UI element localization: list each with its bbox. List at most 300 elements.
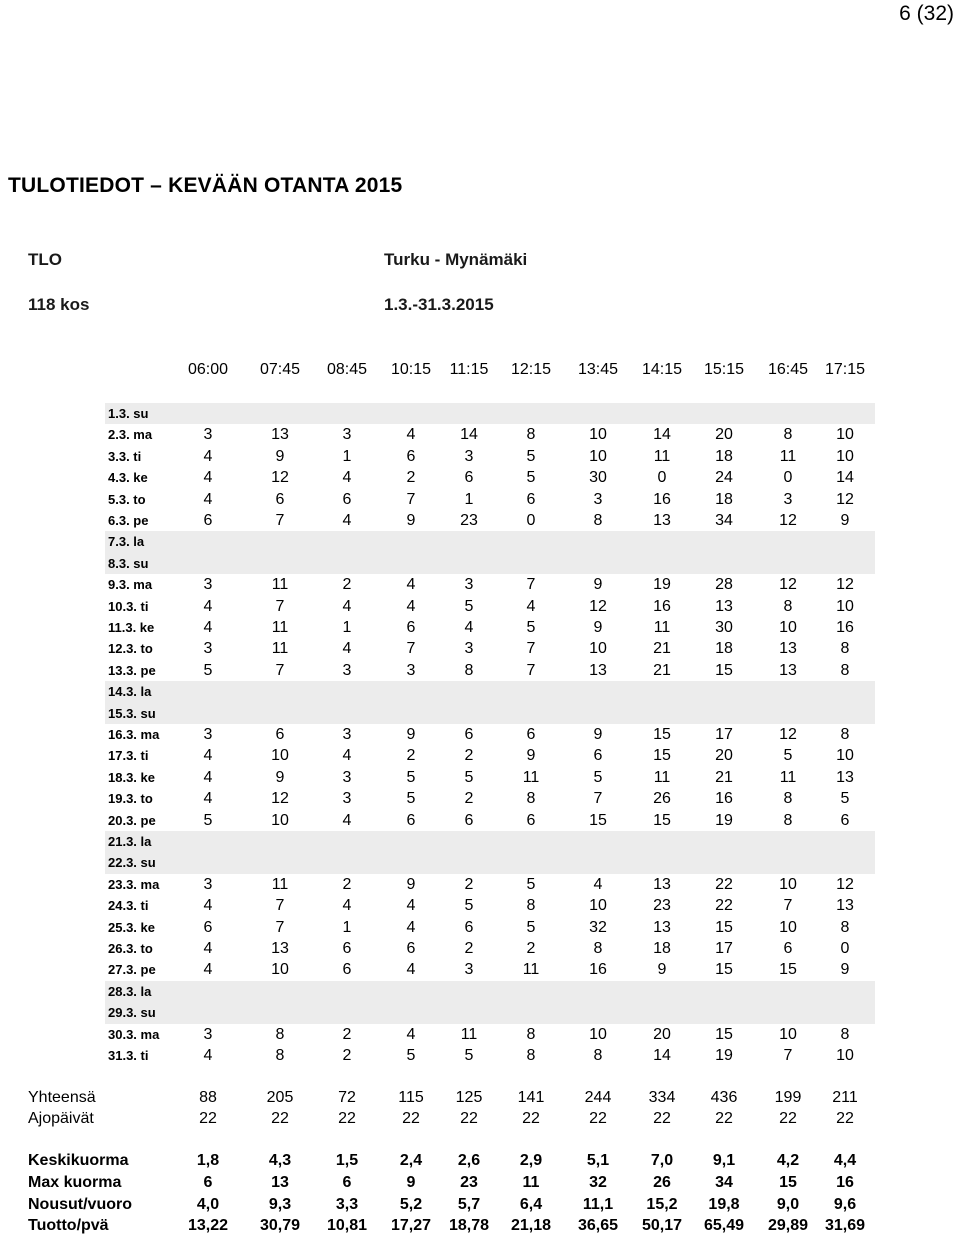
table-cell: 5 (406, 1047, 416, 1064)
day-label: 7.3. la (108, 534, 145, 550)
table-cell: 5 (783, 747, 793, 765)
table-cell: 12 (779, 576, 797, 594)
time-header: 07:45 (259, 361, 301, 378)
totals-cell: 72 (338, 1089, 356, 1106)
table-cell: 11 (271, 619, 289, 636)
table-cell: 4 (203, 768, 213, 786)
table-cell: 2 (342, 576, 352, 594)
table-cell: 19 (715, 1047, 733, 1064)
stat-cell: 50,17 (641, 1217, 683, 1234)
table-cell: 9 (275, 768, 285, 786)
table-cell: 8 (526, 426, 536, 444)
day-label: 26.3. to (108, 941, 153, 956)
table-cell: 0 (783, 469, 793, 487)
table-cell: 20 (715, 426, 733, 444)
table-cell: 3 (203, 1025, 213, 1043)
day-label: 3.3. ti (108, 448, 142, 464)
table-cell: 10 (779, 1025, 797, 1043)
day-label: 9.3. ma (108, 577, 153, 593)
table-cell: 32 (589, 918, 607, 936)
stat-cell: 15,2 (646, 1196, 678, 1213)
table-cell: 12 (271, 469, 289, 487)
table-cell: 20 (715, 747, 733, 765)
weekend-band (105, 831, 875, 874)
table-cell: 10 (836, 597, 854, 615)
stat-label: Tuotto/pvä (28, 1217, 109, 1234)
table-cell: 4 (342, 640, 352, 658)
table-cell: 15 (653, 747, 671, 765)
table-cell: 4 (203, 747, 213, 765)
table-cell: 7 (526, 640, 536, 658)
table-cell: 3 (464, 640, 474, 658)
table-cell: 7 (275, 512, 285, 529)
totals-cell: 199 (774, 1089, 802, 1106)
table-cell: 10 (836, 747, 854, 765)
table-cell: 4 (342, 469, 352, 487)
table-cell: 2 (464, 790, 474, 808)
table-cell: 3 (203, 726, 213, 743)
table-cell: 13 (653, 875, 671, 893)
stat-cell: 1,8 (196, 1152, 220, 1169)
table-cell: 26 (653, 790, 671, 808)
table-cell: 4 (203, 490, 213, 508)
table-cell: 5 (406, 768, 416, 786)
table-cell: 10 (779, 619, 797, 636)
table-cell: 6 (203, 512, 213, 529)
table-cell: 10 (836, 1047, 854, 1064)
day-label: 22.3. su (108, 855, 156, 871)
table-cell: 23 (460, 512, 478, 529)
table-cell: 9 (593, 619, 603, 636)
table-cell: 11 (460, 1025, 478, 1043)
table-cell: 7 (783, 1047, 793, 1064)
table-cell: 10 (589, 447, 607, 465)
table-cell: 24 (715, 469, 733, 487)
table-cell: 3 (464, 447, 474, 465)
table-cell: 3 (783, 490, 793, 508)
table-cell: 4 (342, 897, 352, 915)
table-cell: 14 (653, 426, 671, 444)
totals-cell: 88 (199, 1089, 217, 1106)
page-title: TULOTIEDOT – KEVÄÄN OTANTA 2015 (8, 174, 403, 197)
time-header: 13:45 (577, 361, 619, 378)
table-cell: 3 (342, 726, 352, 743)
table-cell: 6 (593, 747, 603, 765)
table-cell: 9 (406, 875, 416, 893)
table-cell: 12 (779, 512, 797, 529)
table-cell: 5 (526, 447, 536, 465)
table-cell: 9 (657, 961, 667, 979)
table-cell: 3 (203, 426, 213, 444)
table-cell: 12 (779, 726, 797, 743)
table-cell: 13 (271, 426, 289, 444)
table-cell: 1 (342, 918, 352, 936)
table-cell: 7 (406, 490, 416, 508)
stat-cell: 6 (342, 1174, 352, 1191)
table-cell: 7 (783, 897, 793, 915)
day-label: 6.3. pe (108, 513, 149, 528)
day-label: 14.3. la (108, 684, 152, 700)
table-cell: 15 (715, 1025, 733, 1043)
table-cell: 4 (526, 597, 536, 615)
stat-label: Keskikuorma (28, 1152, 129, 1169)
stat-cell: 9,6 (833, 1196, 857, 1213)
table-cell: 18 (715, 490, 733, 508)
totals-cell: 125 (455, 1089, 483, 1106)
table-cell: 15 (715, 661, 733, 679)
stat-cell: 4,3 (268, 1152, 292, 1169)
table-cell: 10 (271, 961, 289, 979)
table-cell: 5 (526, 875, 536, 893)
table-cell: 19 (715, 811, 733, 829)
table-cell: 10 (779, 918, 797, 936)
table-cell: 4 (406, 897, 416, 915)
stat-cell: 18,78 (448, 1217, 490, 1234)
stat-cell: 9,0 (776, 1196, 800, 1213)
day-label: 13.3. pe (108, 662, 156, 678)
table-cell: 8 (593, 512, 603, 529)
table-cell: 10 (589, 897, 607, 915)
totals-cell: 22 (338, 1110, 356, 1127)
table-cell: 4 (203, 469, 213, 487)
table-cell: 9 (406, 726, 416, 743)
table-cell: 14 (460, 426, 478, 444)
stat-cell: 2,9 (519, 1152, 543, 1169)
table-cell: 11 (653, 619, 671, 636)
table-cell: 4 (342, 512, 352, 529)
table-cell: 6 (406, 619, 416, 636)
day-label: 8.3. su (108, 555, 149, 571)
day-label: 30.3. ma (108, 1026, 160, 1042)
table-cell: 4 (203, 961, 213, 979)
table-cell: 3 (464, 961, 474, 979)
stat-cell: 2,4 (399, 1152, 423, 1169)
day-label: 28.3. la (108, 983, 152, 999)
stat-cell: 5,2 (399, 1196, 423, 1213)
table-cell: 6 (203, 918, 213, 936)
table-cell: 2 (406, 747, 416, 765)
day-label: 23.3. ma (108, 876, 160, 892)
table-cell: 5 (593, 768, 603, 786)
table-cell: 18 (715, 447, 733, 465)
day-label: 29.3. su (108, 1005, 156, 1021)
table-cell: 3 (203, 640, 213, 658)
table-cell: 8 (593, 940, 603, 957)
stat-cell: 5,1 (586, 1152, 610, 1169)
stat-cell: 1,5 (335, 1152, 359, 1169)
weekend-band (105, 403, 875, 424)
table-cell: 4 (203, 619, 213, 636)
table-cell: 4 (203, 897, 213, 915)
stat-cell: 7,0 (650, 1152, 674, 1169)
table-cell: 4 (406, 918, 416, 936)
day-label: 15.3. su (108, 705, 156, 721)
table-cell: 15 (589, 811, 607, 829)
totals-label: Ajopäivät (28, 1110, 94, 1127)
totals-cell: 22 (715, 1110, 733, 1127)
stat-cell: 34 (715, 1174, 733, 1191)
table-cell: 10 (589, 426, 607, 444)
table-cell: 1 (464, 490, 474, 508)
stat-cell: 9 (406, 1174, 416, 1191)
table-cell: 23 (653, 897, 671, 915)
stat-label: Nousut/vuoro (28, 1196, 132, 1213)
day-label: 12.3. to (108, 641, 153, 657)
table-cell: 4 (203, 447, 213, 465)
route-label: Turku - Mynämäki (384, 250, 528, 269)
table-cell: 3 (593, 490, 603, 508)
table-cell: 22 (715, 897, 733, 915)
table-cell: 21 (653, 661, 671, 679)
time-header: 12:15 (510, 361, 552, 378)
table-cell: 7 (406, 640, 416, 658)
table-cell: 2 (526, 940, 536, 957)
table-cell: 4 (342, 811, 352, 829)
page-number: 6 (32) (899, 2, 954, 25)
totals-cell: 22 (836, 1110, 854, 1127)
table-cell: 5 (464, 597, 474, 615)
table-cell: 3 (342, 790, 352, 808)
day-label: 10.3. ti (108, 598, 149, 614)
table-cell: 13 (589, 661, 607, 679)
table-cell: 11 (271, 640, 289, 658)
table-cell: 14 (836, 469, 854, 487)
totals-cell: 22 (199, 1110, 217, 1127)
table-cell: 9 (593, 726, 603, 743)
table-cell: 21 (653, 640, 671, 658)
table-cell: 11 (271, 875, 289, 893)
day-label: 5.3. to (108, 491, 146, 507)
table-cell: 10 (836, 447, 854, 465)
table-cell: 17 (715, 940, 733, 957)
stat-cell: 65,49 (703, 1217, 745, 1234)
table-cell: 11 (522, 961, 540, 979)
table-cell: 9 (840, 512, 850, 529)
stat-cell: 6 (203, 1174, 213, 1191)
table-cell: 12 (836, 875, 854, 893)
day-label: 19.3. to (108, 791, 153, 807)
table-cell: 0 (657, 469, 667, 487)
table-cell: 4 (406, 961, 416, 979)
table-cell: 4 (464, 619, 474, 636)
totals-cell: 141 (517, 1089, 545, 1106)
table-cell: 8 (783, 597, 793, 615)
table-cell: 11 (653, 447, 671, 465)
table-cell: 20 (653, 1025, 671, 1043)
stat-cell: 17,27 (390, 1217, 432, 1234)
table-cell: 6 (783, 940, 793, 957)
table-cell: 2 (342, 875, 352, 893)
table-cell: 4 (342, 747, 352, 765)
table-cell: 22 (715, 875, 733, 893)
stat-cell: 16 (836, 1174, 854, 1191)
table-cell: 6 (406, 811, 416, 829)
period-label: 1.3.-31.3.2015 (384, 295, 494, 314)
table-cell: 11 (779, 447, 797, 465)
table-cell: 1 (342, 447, 352, 465)
table-cell: 0 (840, 940, 850, 957)
day-label: 1.3. su (108, 406, 149, 421)
time-header: 14:15 (641, 361, 683, 378)
table-cell: 9 (275, 447, 285, 465)
operator-label: TLO (28, 250, 62, 269)
table-cell: 13 (779, 640, 797, 658)
totals-cell: 334 (648, 1089, 676, 1106)
table-cell: 9 (526, 747, 536, 765)
stat-cell: 29,89 (767, 1217, 809, 1234)
table-cell: 19 (653, 576, 671, 594)
totals-cell: 22 (402, 1110, 420, 1127)
stat-cell: 21,18 (510, 1217, 552, 1234)
stat-cell: 2,6 (457, 1152, 481, 1169)
day-label: 16.3. ma (108, 727, 160, 742)
table-cell: 9 (593, 576, 603, 594)
time-header: 08:45 (326, 361, 368, 378)
stat-label: Max kuorma (28, 1174, 122, 1191)
table-cell: 16 (836, 619, 854, 636)
table-cell: 4 (342, 597, 352, 615)
table-cell: 2 (342, 1047, 352, 1064)
stat-cell: 26 (653, 1174, 671, 1191)
table-cell: 15 (653, 811, 671, 829)
stat-cell: 4,0 (196, 1196, 220, 1213)
table-cell: 10 (271, 811, 289, 829)
table-cell: 11 (522, 768, 540, 786)
stat-cell: 4,2 (776, 1152, 800, 1169)
stat-cell: 30,79 (259, 1217, 301, 1234)
table-cell: 6 (275, 490, 285, 508)
table-cell: 3 (342, 426, 352, 444)
time-header: 06:00 (187, 361, 229, 378)
table-cell: 12 (589, 597, 607, 615)
table-cell: 8 (526, 1047, 536, 1064)
table-cell: 6 (526, 490, 536, 508)
table-cell: 7 (593, 790, 603, 808)
stat-cell: 15 (779, 1174, 797, 1191)
stat-cell: 4,4 (833, 1152, 857, 1169)
table-cell: 8 (783, 811, 793, 829)
table-cell: 6 (464, 469, 474, 487)
table-cell: 16 (653, 597, 671, 615)
time-header: 15:15 (703, 361, 745, 378)
table-cell: 13 (271, 940, 289, 957)
totals-cell: 22 (460, 1110, 478, 1127)
stat-cell: 3,3 (335, 1196, 359, 1213)
table-cell: 6 (526, 811, 536, 829)
table-cell: 4 (203, 597, 213, 615)
stat-cell: 13,22 (187, 1217, 229, 1234)
day-label: 24.3. ti (108, 898, 149, 914)
table-cell: 8 (840, 640, 850, 658)
day-label: 31.3. ti (108, 1048, 149, 1063)
table-cell: 5 (526, 469, 536, 487)
table-cell: 4 (406, 426, 416, 444)
time-header: 17:15 (824, 361, 866, 378)
table-cell: 2 (464, 747, 474, 765)
table-cell: 8 (526, 897, 536, 915)
totals-cell: 205 (266, 1089, 294, 1106)
table-cell: 7 (526, 576, 536, 594)
table-cell: 5 (840, 790, 850, 808)
stat-cell: 13 (271, 1174, 289, 1191)
table-cell: 13 (836, 768, 854, 786)
weekend-band (105, 531, 875, 574)
table-cell: 4 (406, 1025, 416, 1043)
table-cell: 16 (653, 490, 671, 508)
table-cell: 6 (406, 447, 416, 465)
table-cell: 3 (342, 661, 352, 679)
table-cell: 6 (526, 726, 536, 743)
table-cell: 3 (203, 875, 213, 893)
table-cell: 3 (203, 576, 213, 594)
weekend-band (105, 981, 875, 1024)
totals-cell: 22 (589, 1110, 607, 1127)
table-cell: 13 (715, 597, 733, 615)
table-cell: 5 (203, 811, 213, 829)
table-cell: 9 (840, 961, 850, 979)
table-cell: 13 (779, 661, 797, 679)
totals-cell: 244 (584, 1089, 612, 1106)
table-cell: 10 (271, 747, 289, 765)
totals-cell: 436 (710, 1089, 738, 1106)
stat-cell: 11,1 (582, 1196, 614, 1213)
table-cell: 12 (836, 576, 854, 594)
table-cell: 11 (779, 768, 797, 786)
totals-cell: 22 (779, 1110, 797, 1127)
table-cell: 16 (715, 790, 733, 808)
time-header: 16:45 (767, 361, 809, 378)
table-cell: 15 (653, 726, 671, 743)
table-cell: 2 (406, 469, 416, 487)
table-cell: 5 (526, 918, 536, 936)
table-cell: 4 (203, 790, 213, 808)
table-cell: 8 (840, 1025, 850, 1043)
table-cell: 12 (271, 790, 289, 808)
day-label: 18.3. ke (108, 769, 155, 785)
table-cell: 17 (715, 726, 733, 743)
stat-cell: 9,1 (712, 1152, 736, 1169)
totals-label: Yhteensä (28, 1089, 96, 1106)
table-cell: 8 (783, 426, 793, 444)
day-label: 11.3. ke (108, 620, 155, 635)
stat-cell: 31,69 (824, 1217, 866, 1234)
table-cell: 8 (593, 1047, 603, 1064)
table-cell: 6 (342, 490, 352, 508)
table-cell: 3 (464, 576, 474, 594)
table-cell: 18 (715, 640, 733, 658)
stat-cell: 11 (522, 1174, 540, 1191)
table-cell: 7 (275, 918, 285, 936)
table-cell: 7 (275, 661, 285, 679)
table-cell: 4 (593, 875, 603, 893)
table-cell: 6 (840, 811, 850, 829)
table-cell: 9 (406, 512, 416, 529)
stat-cell: 23 (460, 1174, 478, 1191)
table-cell: 4 (406, 597, 416, 615)
table-cell: 30 (589, 469, 607, 487)
table-cell: 30 (715, 619, 733, 636)
table-cell: 5 (464, 768, 474, 786)
table-cell: 0 (526, 512, 536, 529)
weekend-band (105, 681, 875, 724)
table-cell: 6 (406, 940, 416, 957)
totals-cell: 115 (398, 1089, 424, 1106)
stat-cell: 5,7 (457, 1196, 481, 1213)
table-cell: 5 (526, 619, 536, 636)
line-label: 118 kos (28, 295, 90, 314)
table-cell: 15 (715, 961, 733, 979)
table-cell: 5 (464, 1047, 474, 1064)
